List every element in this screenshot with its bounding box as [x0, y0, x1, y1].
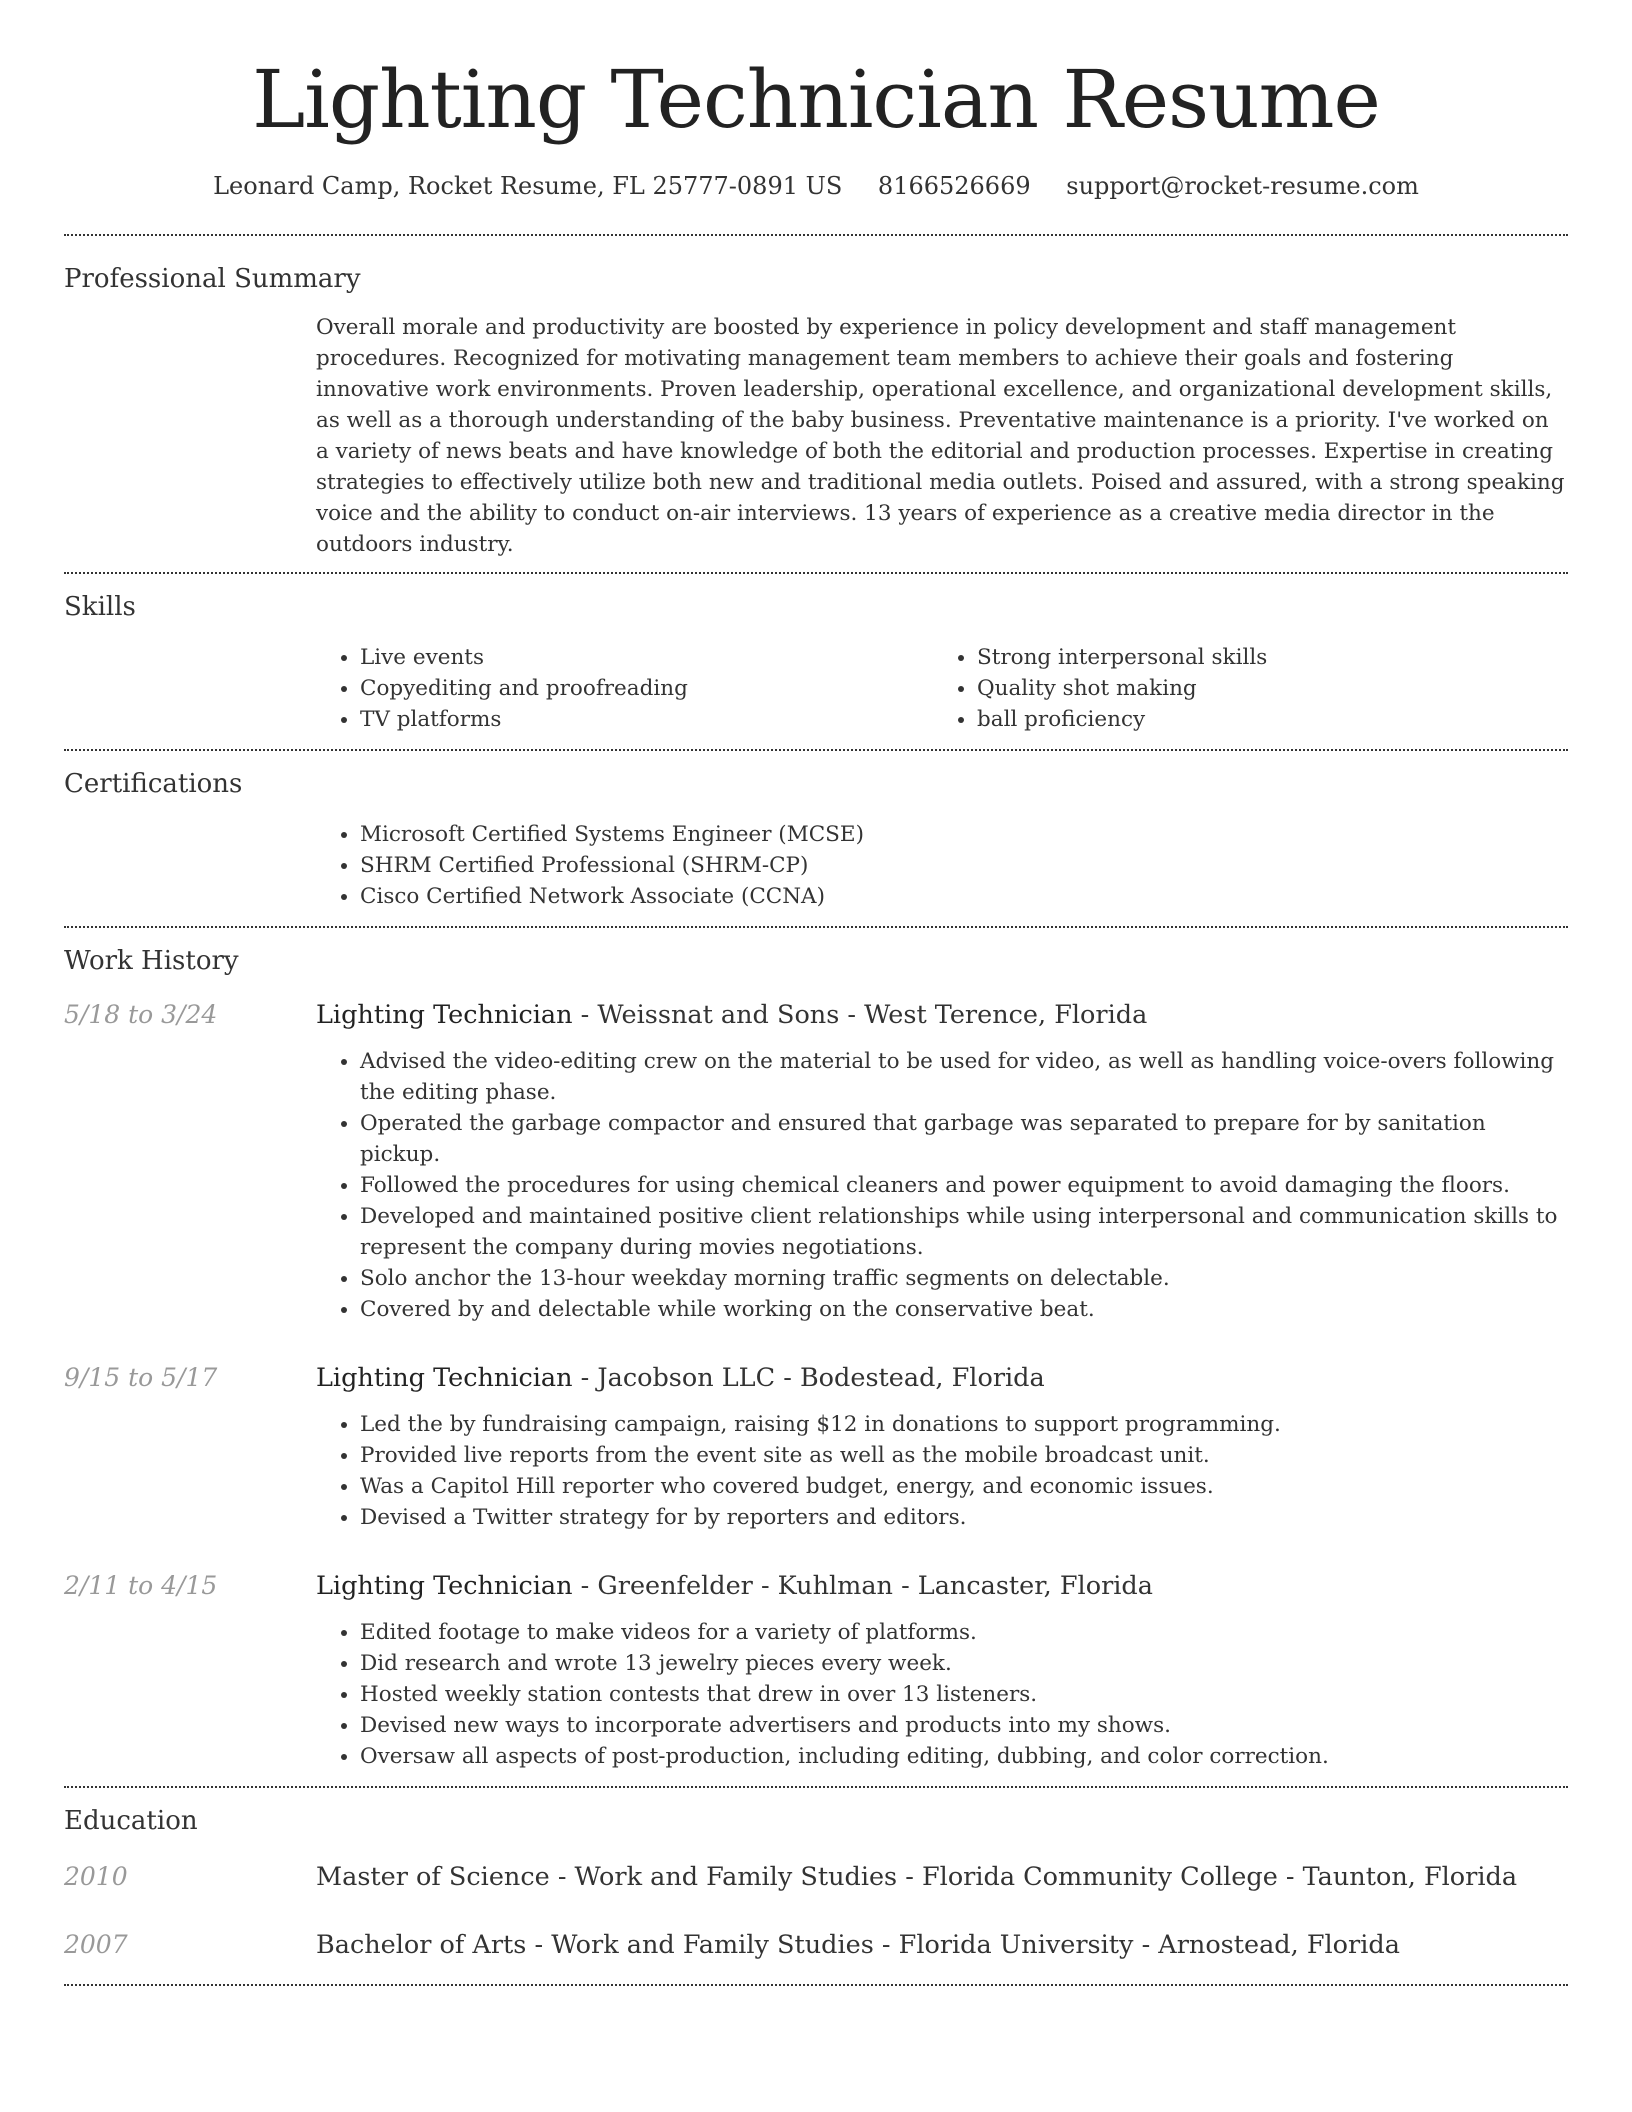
job-bullet: • Edited footage to make videos for a variety of platforms.	[360, 1617, 1568, 1648]
certifications-heading: Certifications	[64, 769, 243, 799]
contact-address: Leonard Camp, Rocket Resume, FL 25777-0891 US	[213, 172, 843, 200]
job-bullet: • Followed the procedures for using chemical cleaners and power equipment to avoid damaging the floors.	[360, 1170, 1568, 1201]
job-bullet: • Devised a Twitter strategy for by reporters and editors.	[360, 1502, 1568, 1533]
job-bullets	[316, 1395, 1568, 1533]
job-bullet: • Hosted weekly station contests that drew in over 13 listeners.	[360, 1679, 1568, 1710]
education-degree: Bachelor of Arts - Work and Family Studies - Florida University - Arnostead, Florida	[316, 1930, 1400, 1960]
skill-item: • Live events	[360, 642, 933, 673]
job-dates: 2/11 to 4/15	[64, 1571, 218, 1600]
job-bullet: • Advised the video-editing crew on the material to be used for video, as well as handling voice-overs following the editing phase.	[360, 1046, 1568, 1108]
job-bullet: • Developed and maintained positive client relationships while using interpersonal and communication skills to represent the company during movies negotiations.	[360, 1201, 1568, 1263]
footer-divider	[64, 1984, 1568, 1986]
skill-item: • Quality shot making	[977, 673, 1550, 704]
job-header	[316, 1361, 1568, 1395]
job-entry	[64, 1325, 1568, 1533]
job-entry	[64, 1533, 1568, 1772]
education-section	[64, 1786, 1568, 1984]
skill-item: • Copyediting and proofreading	[360, 673, 933, 704]
certifications-section	[64, 749, 1568, 926]
job-details: - Greenfelder - Kuhlman - Lancaster, Florida	[572, 1571, 1153, 1601]
contact-email[interactable]: support@rocket-resume.com	[1066, 172, 1419, 200]
job-bullet: • Was a Capitol Hill reporter who covered budget, energy, and economic issues.	[360, 1471, 1568, 1502]
summary-text: Overall morale and productivity are boosted by experience in policy development and staff management procedures. Recognized for motivating management team members to achieve their goals and fostering innovative work environments. Proven leadership, operational excellence, and organizational development skills, as well as a thorough understanding of the baby business. Preventative maintenance is a priority. I've worked on a variety of news beats and have knowledge of both the editorial and production processes. Expertise in creating strategies to effectively utilize both new and traditional media outlets. Poised and assured, with a strong speaking voice and the ability to conduct on-air interviews. 13 years of experience as a creative media director in the outdoors industry.	[316, 315, 1565, 557]
certification-item: • Cisco Certified Network Associate (CCNA)	[360, 881, 1568, 912]
work-history-heading: Work History	[64, 946, 239, 976]
certifications-list	[316, 801, 1568, 926]
contact-phone: 8166526669	[877, 172, 1031, 200]
job-details: - Jacobson LLC - Bodestead, Florida	[572, 1363, 1045, 1393]
skill-item: • TV platforms	[360, 704, 933, 735]
job-role: Lighting Technician	[316, 1000, 573, 1030]
contact-line	[64, 170, 1568, 202]
job-bullet: • Did research and wrote 13 jewelry pieces every week.	[360, 1648, 1568, 1679]
work-history-section	[64, 926, 1568, 1786]
job-bullet: • Oversaw all aspects of post-production, including editing, dubbing, and color correction.	[360, 1741, 1568, 1772]
job-dates: 5/18 to 3/24	[64, 1000, 218, 1029]
job-bullet: • Solo anchor the 13-hour weekday morning traffic segments on delectable.	[360, 1263, 1568, 1294]
education-heading: Education	[64, 1806, 198, 1836]
education-entry	[64, 1894, 1568, 1962]
skills-list-right	[933, 642, 1550, 735]
summary-section	[64, 236, 1568, 572]
job-role: Lighting Technician	[316, 1571, 573, 1601]
job-bullet: • Led the by fundraising campaign, raising $12 in donations to support programming.	[360, 1409, 1568, 1440]
job-dates: 9/15 to 5/17	[64, 1363, 218, 1392]
education-entry	[64, 1838, 1568, 1894]
job-bullets	[316, 1603, 1568, 1772]
certification-item: • Microsoft Certified Systems Engineer (MCSE)	[360, 819, 1568, 850]
job-role: Lighting Technician	[316, 1363, 573, 1393]
summary-heading: Professional Summary	[64, 264, 361, 294]
job-bullet: • Operated the garbage compactor and ensured that garbage was separated to prepare for by sanitation pickup.	[360, 1108, 1568, 1170]
job-bullet: • Provided live reports from the event site as well as the mobile broadcast unit.	[360, 1440, 1568, 1471]
job-entry	[64, 978, 1568, 1325]
job-header	[316, 1569, 1568, 1603]
job-bullets	[316, 1032, 1568, 1325]
certification-item: • SHRM Certified Professional (SHRM-CP)	[360, 850, 1568, 881]
education-degree: Master of Science - Work and Family Studies - Florida Community College - Taunton, Florida	[316, 1862, 1518, 1892]
skill-item: • ball proficiency	[977, 704, 1550, 735]
job-bullet: • Covered by and delectable while working on the conservative beat.	[360, 1294, 1568, 1325]
job-bullet: • Devised new ways to incorporate advertisers and products into my shows.	[360, 1710, 1568, 1741]
resume-title: Lighting Technician Resume	[252, 53, 1380, 146]
skills-section	[64, 572, 1568, 749]
skill-item: • Strong interpersonal skills	[977, 642, 1550, 673]
job-details: - Weissnat and Sons - West Terence, Florida	[572, 1000, 1148, 1030]
education-year: 2010	[64, 1862, 128, 1891]
job-header	[316, 998, 1568, 1032]
skills-heading: Skills	[64, 592, 136, 622]
skills-list-left	[316, 642, 933, 735]
education-year: 2007	[64, 1930, 128, 1959]
skills-grid	[316, 624, 1568, 749]
